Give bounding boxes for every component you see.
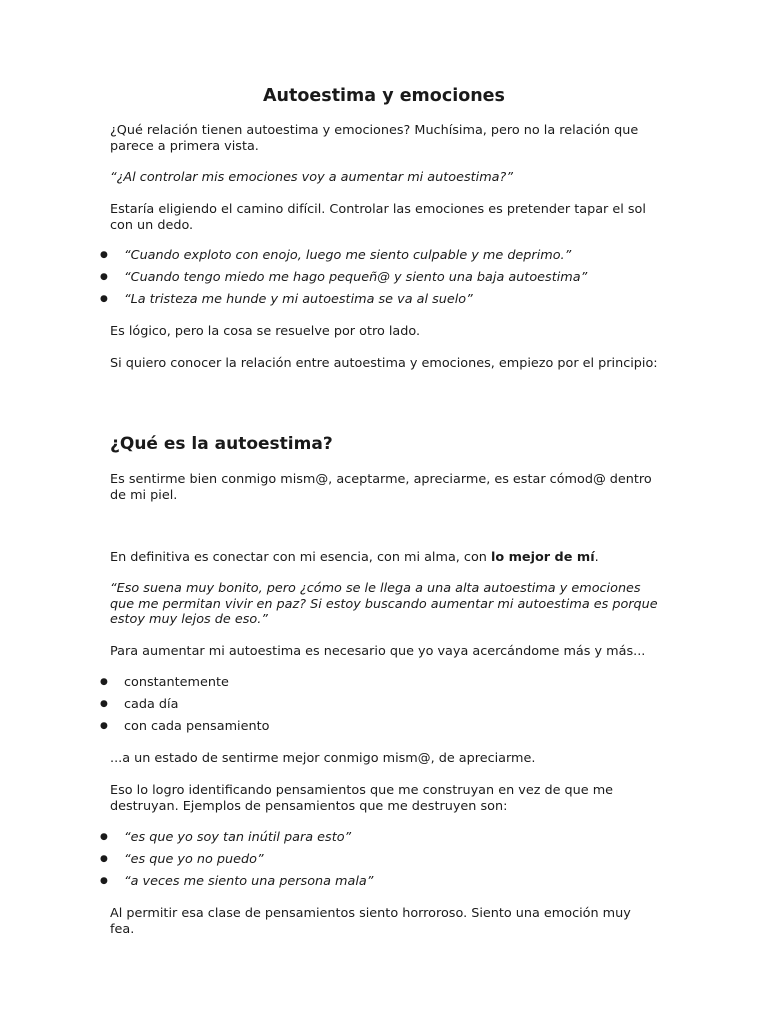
list-item: con cada pensamiento <box>124 719 270 734</box>
list-item: “Cuando exploto con enojo, luego me siento culpable y me deprimo.” <box>124 248 572 263</box>
paragraph-increase: Para aumentar mi autoestima es necesario que yo vaya acercándome más y más... <box>110 644 646 659</box>
paragraph-difficult-path: Estaría eligiendo el camino difícil. Controlar las emociones es pretender tapar el sol con un dedo. <box>110 202 646 233</box>
bullet-icon: ● <box>100 699 108 709</box>
paragraph-essence-bold: lo mejor de mí <box>490 550 595 565</box>
list-item: “es que yo soy tan inútil para esto” <box>124 830 352 845</box>
paragraph-state: ...a un estado de sentirme mejor conmigo mism@, de apreciarme. <box>110 751 536 766</box>
list-item: cada día <box>124 697 179 712</box>
list-item: “Cuando tengo miedo me hago pequeñ@ y siento una baja autoestima” <box>124 270 588 285</box>
paragraph-horrible: Al permitir esa clase de pensamientos siento horroroso. Siento una emoción muy fea. <box>110 906 631 937</box>
bullet-icon: ● <box>100 250 108 260</box>
bullet-icon: ● <box>100 294 108 304</box>
document-title: Autoestima y emociones <box>263 86 505 106</box>
bullet-icon: ● <box>100 876 108 886</box>
paragraph-logic: Es lógico, pero la cosa se resuelve por otro lado. <box>110 324 421 339</box>
paragraph-essence-text: En definitiva es conectar con mi esencia, con mi alma, con <box>110 550 491 565</box>
bullet-icon: ● <box>100 677 108 687</box>
bullet-icon: ● <box>100 272 108 282</box>
paragraph-essence <box>110 550 658 566</box>
paragraph-intro: ¿Qué relación tienen autoestima y emociones? Muchísima, pero no la relación que parece a primera vista. <box>110 123 639 154</box>
quote-peace: “Eso suena muy bonito, pero ¿cómo se le llega a una alta autoestima y emociones que me permitan vivir en paz? Si estoy buscando aumentar mi autoestima es porque estoy muy lejos de eso.” <box>110 581 658 627</box>
paragraph-definition: Es sentirme bien conmigo mism@, aceptarme, apreciarme, es estar cómod@ dentro de mi piel. <box>110 472 652 503</box>
quote-control-emotions: “¿Al controlar mis emociones voy a aumentar mi autoestima?” <box>110 170 513 185</box>
bullet-icon: ● <box>100 832 108 842</box>
bullet-icon: ● <box>100 721 108 731</box>
list-item: “es que yo no puedo” <box>124 852 264 867</box>
bullet-icon: ● <box>100 854 108 864</box>
paragraph-principle: Si quiero conocer la relación entre autoestima y emociones, empiezo por el principio: <box>110 356 658 371</box>
list-item: constantemente <box>124 675 229 690</box>
list-item: “a veces me siento una persona mala” <box>124 874 374 889</box>
paragraph-essence-end: . <box>594 550 599 565</box>
section-heading-autoestima: ¿Qué es la autoestima? <box>110 434 333 454</box>
paragraph-thoughts: Eso lo logro identificando pensamientos que me construyan en vez de que me destruyan. Ejemplos de pensamientos que me destruyen son: <box>110 783 614 814</box>
list-item: “La tristeza me hunde y mi autoestima se va al suelo” <box>124 292 473 307</box>
